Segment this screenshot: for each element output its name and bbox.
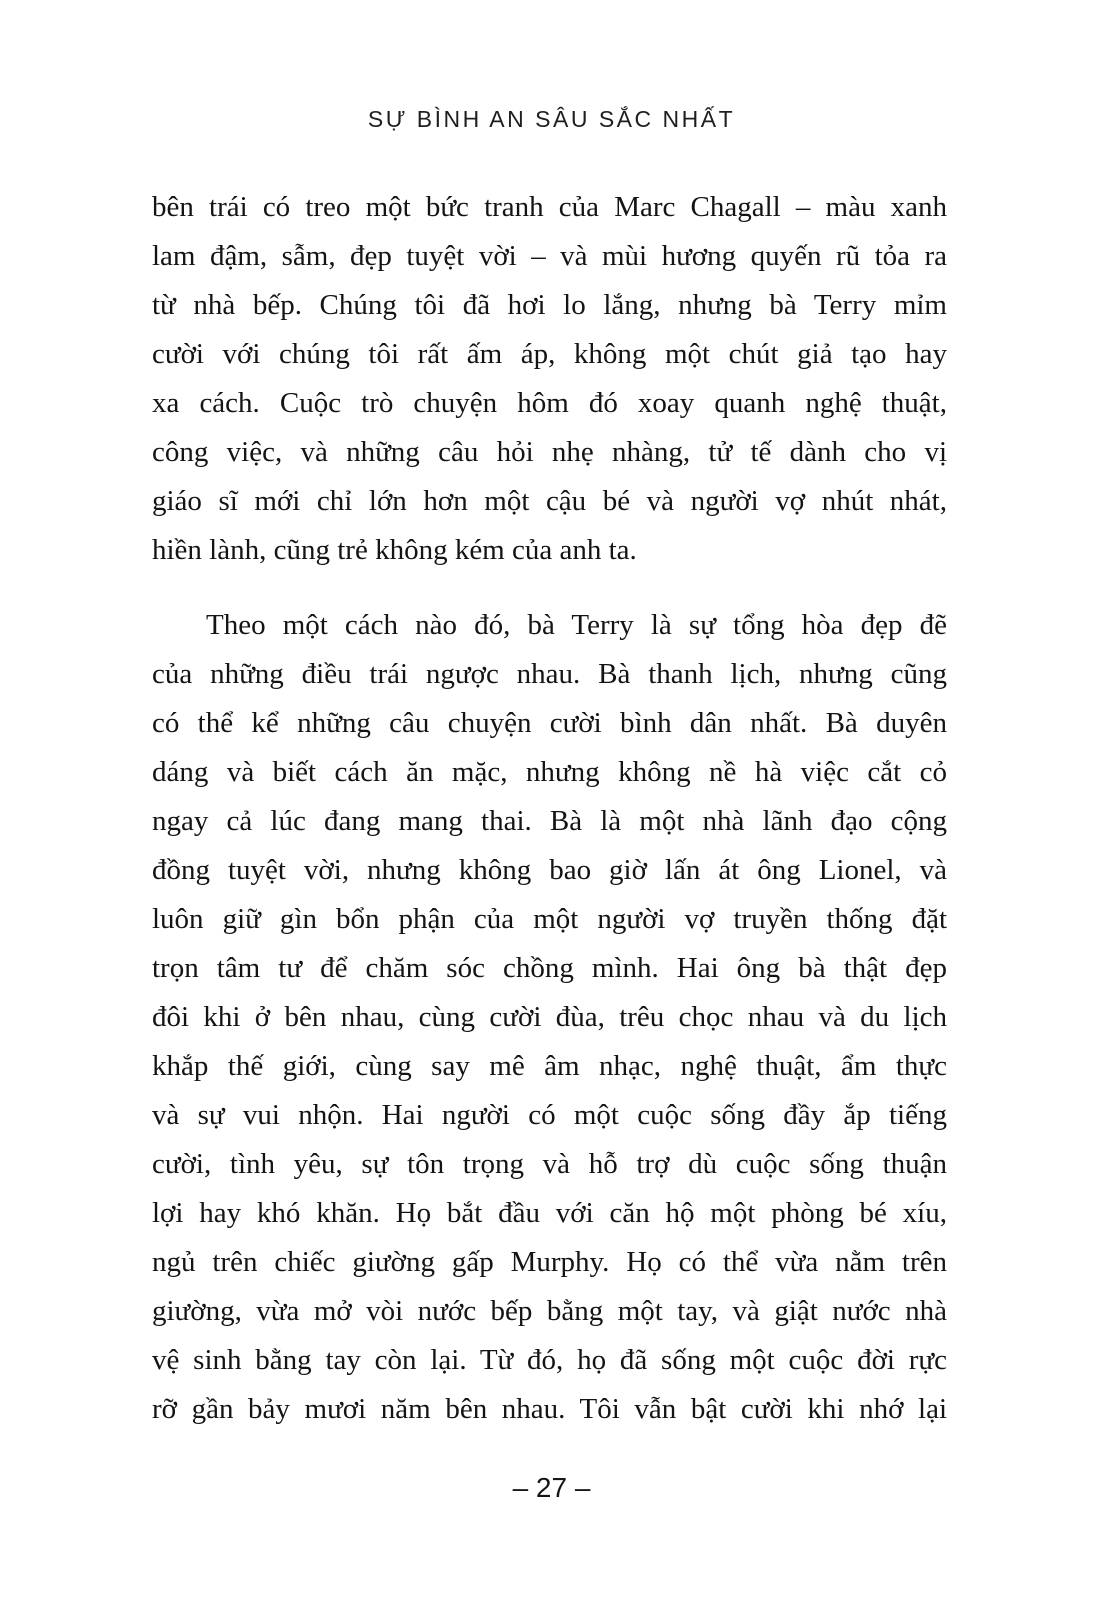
text-line: đôi khi ở bên nhau, cùng cười đùa, trêu chọc nhau và du lịch: [152, 1001, 947, 1033]
page-number: – 27 –: [512, 1472, 591, 1503]
text-line: giáo sĩ mới chỉ lớn hơn một cậu bé và người vợ nhút nhát,: [152, 485, 947, 517]
text-line: và sự vui nhộn. Hai người có một cuộc sống đầy ắp tiếng: [152, 1099, 947, 1131]
text-line: giường, vừa mở vòi nước bếp bằng một tay, và giật nước nhà: [152, 1295, 947, 1327]
running-header: SỰ BÌNH AN SÂU SẮC NHẤT: [367, 106, 736, 132]
text-line: bên trái có treo một bức tranh của Marc Chagall – màu xanh: [152, 191, 947, 223]
text-line: khắp thế giới, cùng say mê âm nhạc, nghệ thuật, ẩm thực: [152, 1050, 947, 1082]
text-line: hiền lành, cũng trẻ không kém của anh ta.: [152, 534, 637, 566]
text-line: cười với chúng tôi rất ấm áp, không một chút giả tạo hay: [152, 338, 947, 370]
paragraph: [152, 183, 947, 575]
text-line: của những điều trái ngược nhau. Bà thanh lịch, nhưng cũng: [152, 658, 947, 690]
text-line: công việc, và những câu hỏi nhẹ nhàng, tử tế dành cho vị: [152, 436, 947, 468]
text-line: có thể kể những câu chuyện cười bình dân nhất. Bà duyên: [152, 707, 947, 739]
text-line: trọn tâm tư để chăm sóc chồng mình. Hai ông bà thật đẹp: [152, 952, 947, 984]
text-line: luôn giữ gìn bổn phận của một người vợ truyền thống đặt: [152, 903, 947, 935]
text-line: Theo một cách nào đó, bà Terry là sự tổng hòa đẹp đẽ: [206, 609, 947, 641]
text-line: ngủ trên chiếc giường gấp Murphy. Họ có thể vừa nằm trên: [152, 1246, 947, 1278]
text-line: vệ sinh bằng tay còn lại. Từ đó, họ đã sống một cuộc đời rực: [152, 1344, 947, 1376]
text-line: đồng tuyệt vời, nhưng không bao giờ lấn át ông Lionel, và: [152, 854, 947, 886]
text-line: dáng và biết cách ăn mặc, nhưng không nề hà việc cắt cỏ: [152, 756, 947, 788]
text-line: rỡ gần bảy mươi năm bên nhau. Tôi vẫn bật cười khi nhớ lại: [152, 1393, 947, 1425]
text-line: lợi hay khó khăn. Họ bắt đầu với căn hộ một phòng bé xíu,: [152, 1197, 947, 1229]
text-line: cười, tình yêu, sự tôn trọng và hỗ trợ dù cuộc sống thuận: [152, 1148, 947, 1180]
text-line: xa cách. Cuộc trò chuyện hôm đó xoay quanh nghệ thuật,: [152, 387, 947, 419]
text-line: từ nhà bếp. Chúng tôi đã hơi lo lắng, nhưng bà Terry mỉm: [152, 289, 947, 321]
paragraph: [152, 601, 947, 1434]
text-line: lam đậm, sẫm, đẹp tuyệt vời – và mùi hương quyến rũ tỏa ra: [152, 240, 947, 272]
text-line: ngay cả lúc đang mang thai. Bà là một nhà lãnh đạo cộng: [152, 805, 947, 837]
body-text: [152, 183, 947, 1434]
